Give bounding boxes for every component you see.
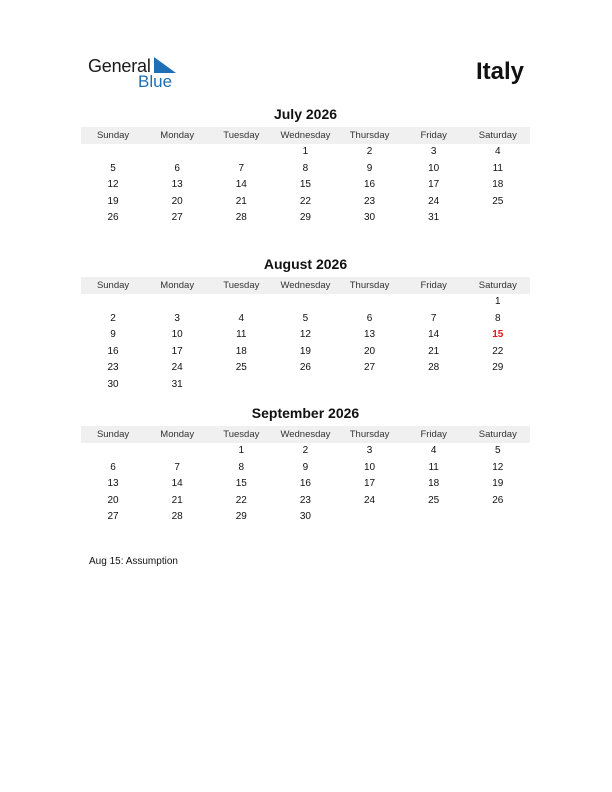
day-cell bbox=[338, 294, 402, 311]
week-row bbox=[81, 443, 530, 460]
day-cell: 6 bbox=[174, 162, 180, 174]
day-cell: 15 bbox=[299, 179, 311, 191]
day-cell: 28 bbox=[235, 212, 247, 224]
weekday-label: Saturday bbox=[478, 429, 517, 440]
month-september bbox=[81, 404, 530, 526]
day-cell: 12 bbox=[299, 329, 311, 341]
weekday-label: Friday bbox=[420, 130, 447, 141]
day-cell: 30 bbox=[299, 511, 311, 523]
month-august bbox=[81, 255, 530, 394]
day-cell: 1 bbox=[302, 146, 309, 157]
weekday-label: Friday bbox=[420, 429, 447, 440]
day-cell: 30 bbox=[107, 378, 119, 390]
weekday-label: Wednesday bbox=[280, 429, 331, 440]
day-cell: 18 bbox=[428, 478, 440, 490]
day-cell: 13 bbox=[107, 478, 119, 490]
day-cell: 7 bbox=[238, 162, 245, 174]
day-cell: 5 bbox=[495, 445, 501, 456]
day-cell: 4 bbox=[495, 146, 501, 157]
day-cell: 7 bbox=[174, 461, 180, 473]
day-cell: 9 bbox=[366, 162, 373, 174]
week-row bbox=[81, 493, 530, 510]
day-cell: 11 bbox=[492, 162, 503, 174]
week-row bbox=[81, 210, 530, 227]
day-cell: 26 bbox=[107, 212, 119, 224]
holiday-day-cell: 15 bbox=[492, 329, 504, 341]
weekday-label: Thursday bbox=[349, 429, 390, 440]
day-cell bbox=[466, 210, 530, 227]
day-cell: 11 bbox=[428, 461, 439, 473]
day-cell: 8 bbox=[495, 312, 501, 324]
day-cell: 28 bbox=[171, 511, 183, 523]
day-cell: 19 bbox=[299, 345, 311, 357]
country-title: Italy bbox=[475, 58, 524, 85]
week-row bbox=[81, 311, 530, 328]
day-cell: 16 bbox=[364, 179, 376, 191]
day-cell: 1 bbox=[238, 445, 245, 456]
day-cell: 6 bbox=[366, 312, 373, 324]
day-cell: 19 bbox=[492, 478, 504, 490]
logo-text-general: General bbox=[88, 56, 151, 76]
day-cell: 13 bbox=[364, 329, 376, 341]
day-cell bbox=[209, 377, 273, 394]
day-cell: 6 bbox=[110, 461, 116, 473]
day-cell: 29 bbox=[235, 511, 247, 523]
week-row bbox=[81, 360, 530, 377]
weeks-grid bbox=[81, 144, 530, 227]
day-cell: 27 bbox=[171, 212, 183, 224]
day-cell bbox=[145, 443, 209, 460]
day-cell bbox=[145, 294, 209, 311]
day-cell bbox=[402, 509, 466, 526]
month-title: July 2026 bbox=[273, 106, 338, 122]
week-row bbox=[81, 327, 530, 344]
weekday-label: Sunday bbox=[96, 429, 130, 440]
weekday-label: Wednesday bbox=[280, 280, 331, 291]
day-cell: 31 bbox=[428, 212, 440, 224]
day-cell: 23 bbox=[364, 195, 376, 207]
month-july bbox=[81, 105, 530, 227]
day-cell bbox=[338, 377, 402, 394]
day-cell: 25 bbox=[428, 494, 440, 506]
weekday-label: Monday bbox=[160, 130, 195, 141]
day-cell: 26 bbox=[492, 494, 504, 506]
day-cell: 17 bbox=[428, 179, 440, 191]
weekday-label: Sunday bbox=[96, 280, 130, 291]
logo-triangle-icon bbox=[154, 57, 176, 73]
generalblue-logo bbox=[88, 56, 188, 92]
day-cell: 24 bbox=[428, 195, 440, 207]
day-cell: 11 bbox=[236, 329, 247, 341]
day-cell: 4 bbox=[238, 312, 245, 324]
day-cell: 31 bbox=[171, 378, 183, 390]
day-cell: 8 bbox=[302, 162, 309, 174]
day-cell: 9 bbox=[302, 461, 309, 473]
day-cell: 10 bbox=[428, 162, 440, 174]
day-cell: 9 bbox=[110, 329, 116, 341]
day-cell bbox=[466, 509, 530, 526]
weekday-label: Saturday bbox=[478, 280, 517, 291]
day-cell bbox=[81, 144, 145, 161]
day-cell: 30 bbox=[364, 212, 376, 224]
day-cell: 7 bbox=[430, 312, 437, 324]
day-cell: 13 bbox=[171, 179, 183, 191]
day-cell: 5 bbox=[302, 312, 309, 324]
day-cell: 25 bbox=[235, 362, 247, 374]
weekday-label: Saturday bbox=[478, 130, 517, 141]
weeks-grid bbox=[81, 294, 530, 394]
day-cell: 14 bbox=[428, 329, 440, 341]
day-cell: 18 bbox=[492, 179, 504, 191]
week-row bbox=[81, 377, 530, 394]
day-cell: 29 bbox=[492, 362, 504, 374]
day-cell: 14 bbox=[171, 478, 183, 490]
day-cell bbox=[402, 377, 466, 394]
day-cell: 20 bbox=[364, 345, 376, 357]
weekday-header bbox=[81, 277, 530, 294]
week-row bbox=[81, 476, 530, 493]
day-cell: 2 bbox=[366, 146, 373, 157]
day-cell: 19 bbox=[107, 195, 119, 207]
day-cell: 22 bbox=[235, 494, 247, 506]
week-row bbox=[81, 177, 530, 194]
day-cell: 28 bbox=[428, 362, 440, 374]
day-cell: 3 bbox=[430, 146, 437, 157]
logo-text-blue: Blue bbox=[138, 72, 173, 91]
day-cell bbox=[81, 443, 145, 460]
weekday-label: Monday bbox=[160, 280, 195, 291]
week-row bbox=[81, 344, 530, 361]
day-cell: 5 bbox=[110, 162, 116, 174]
day-cell: 3 bbox=[366, 445, 373, 456]
weekday-label: Tuesday bbox=[223, 280, 260, 291]
month-title: August 2026 bbox=[263, 256, 348, 272]
month-title: September 2026 bbox=[251, 405, 360, 421]
day-cell bbox=[209, 294, 273, 311]
day-cell: 27 bbox=[107, 511, 119, 523]
day-cell: 22 bbox=[299, 195, 311, 207]
day-cell: 29 bbox=[299, 212, 311, 224]
holiday-note: Aug 15: Assumption bbox=[89, 556, 178, 567]
weekday-label: Tuesday bbox=[223, 429, 260, 440]
day-cell: 12 bbox=[107, 179, 119, 191]
day-cell: 15 bbox=[235, 478, 247, 490]
weekday-label: Wednesday bbox=[280, 130, 331, 141]
day-cell: 24 bbox=[171, 362, 183, 374]
week-row bbox=[81, 509, 530, 526]
day-cell: 1 bbox=[495, 296, 501, 307]
day-cell: 17 bbox=[171, 345, 183, 357]
weekday-label: Tuesday bbox=[223, 130, 260, 141]
day-cell: 22 bbox=[492, 345, 504, 357]
day-cell bbox=[145, 144, 209, 161]
day-cell: 24 bbox=[364, 494, 376, 506]
day-cell: 21 bbox=[428, 345, 440, 357]
day-cell bbox=[273, 377, 337, 394]
day-cell: 12 bbox=[492, 461, 504, 473]
day-cell: 14 bbox=[235, 179, 247, 191]
day-cell bbox=[81, 294, 145, 311]
day-cell: 25 bbox=[492, 195, 504, 207]
weeks-grid bbox=[81, 443, 530, 526]
day-cell bbox=[466, 377, 530, 394]
day-cell: 27 bbox=[364, 362, 376, 374]
day-cell: 23 bbox=[299, 494, 311, 506]
week-row bbox=[81, 161, 530, 178]
day-cell: 10 bbox=[171, 329, 183, 341]
day-cell: 4 bbox=[430, 445, 437, 456]
day-cell bbox=[273, 294, 337, 311]
day-cell: 2 bbox=[110, 312, 116, 324]
day-cell bbox=[209, 144, 273, 161]
week-row bbox=[81, 144, 530, 161]
day-cell: 21 bbox=[171, 494, 183, 506]
day-cell: 10 bbox=[364, 461, 376, 473]
weekday-label: Thursday bbox=[349, 280, 390, 291]
day-cell: 18 bbox=[235, 345, 247, 357]
day-cell: 17 bbox=[364, 478, 376, 490]
weekday-label: Sunday bbox=[96, 130, 130, 141]
day-cell: 2 bbox=[302, 445, 309, 456]
weekday-label: Thursday bbox=[349, 130, 390, 141]
day-cell: 20 bbox=[107, 494, 119, 506]
weekday-label: Monday bbox=[160, 429, 195, 440]
week-row bbox=[81, 294, 530, 311]
day-cell: 21 bbox=[235, 195, 247, 207]
day-cell: 8 bbox=[238, 461, 245, 473]
week-row bbox=[81, 460, 530, 477]
weekday-label: Friday bbox=[420, 280, 447, 291]
day-cell: 16 bbox=[299, 478, 311, 490]
weekday-header bbox=[81, 127, 530, 144]
day-cell: 23 bbox=[107, 362, 119, 374]
day-cell: 26 bbox=[299, 362, 311, 374]
weekday-header bbox=[81, 426, 530, 443]
day-cell: 20 bbox=[171, 195, 183, 207]
day-cell: 16 bbox=[107, 345, 119, 357]
day-cell bbox=[402, 294, 466, 311]
day-cell bbox=[338, 509, 402, 526]
week-row bbox=[81, 194, 530, 211]
day-cell: 3 bbox=[174, 312, 180, 324]
